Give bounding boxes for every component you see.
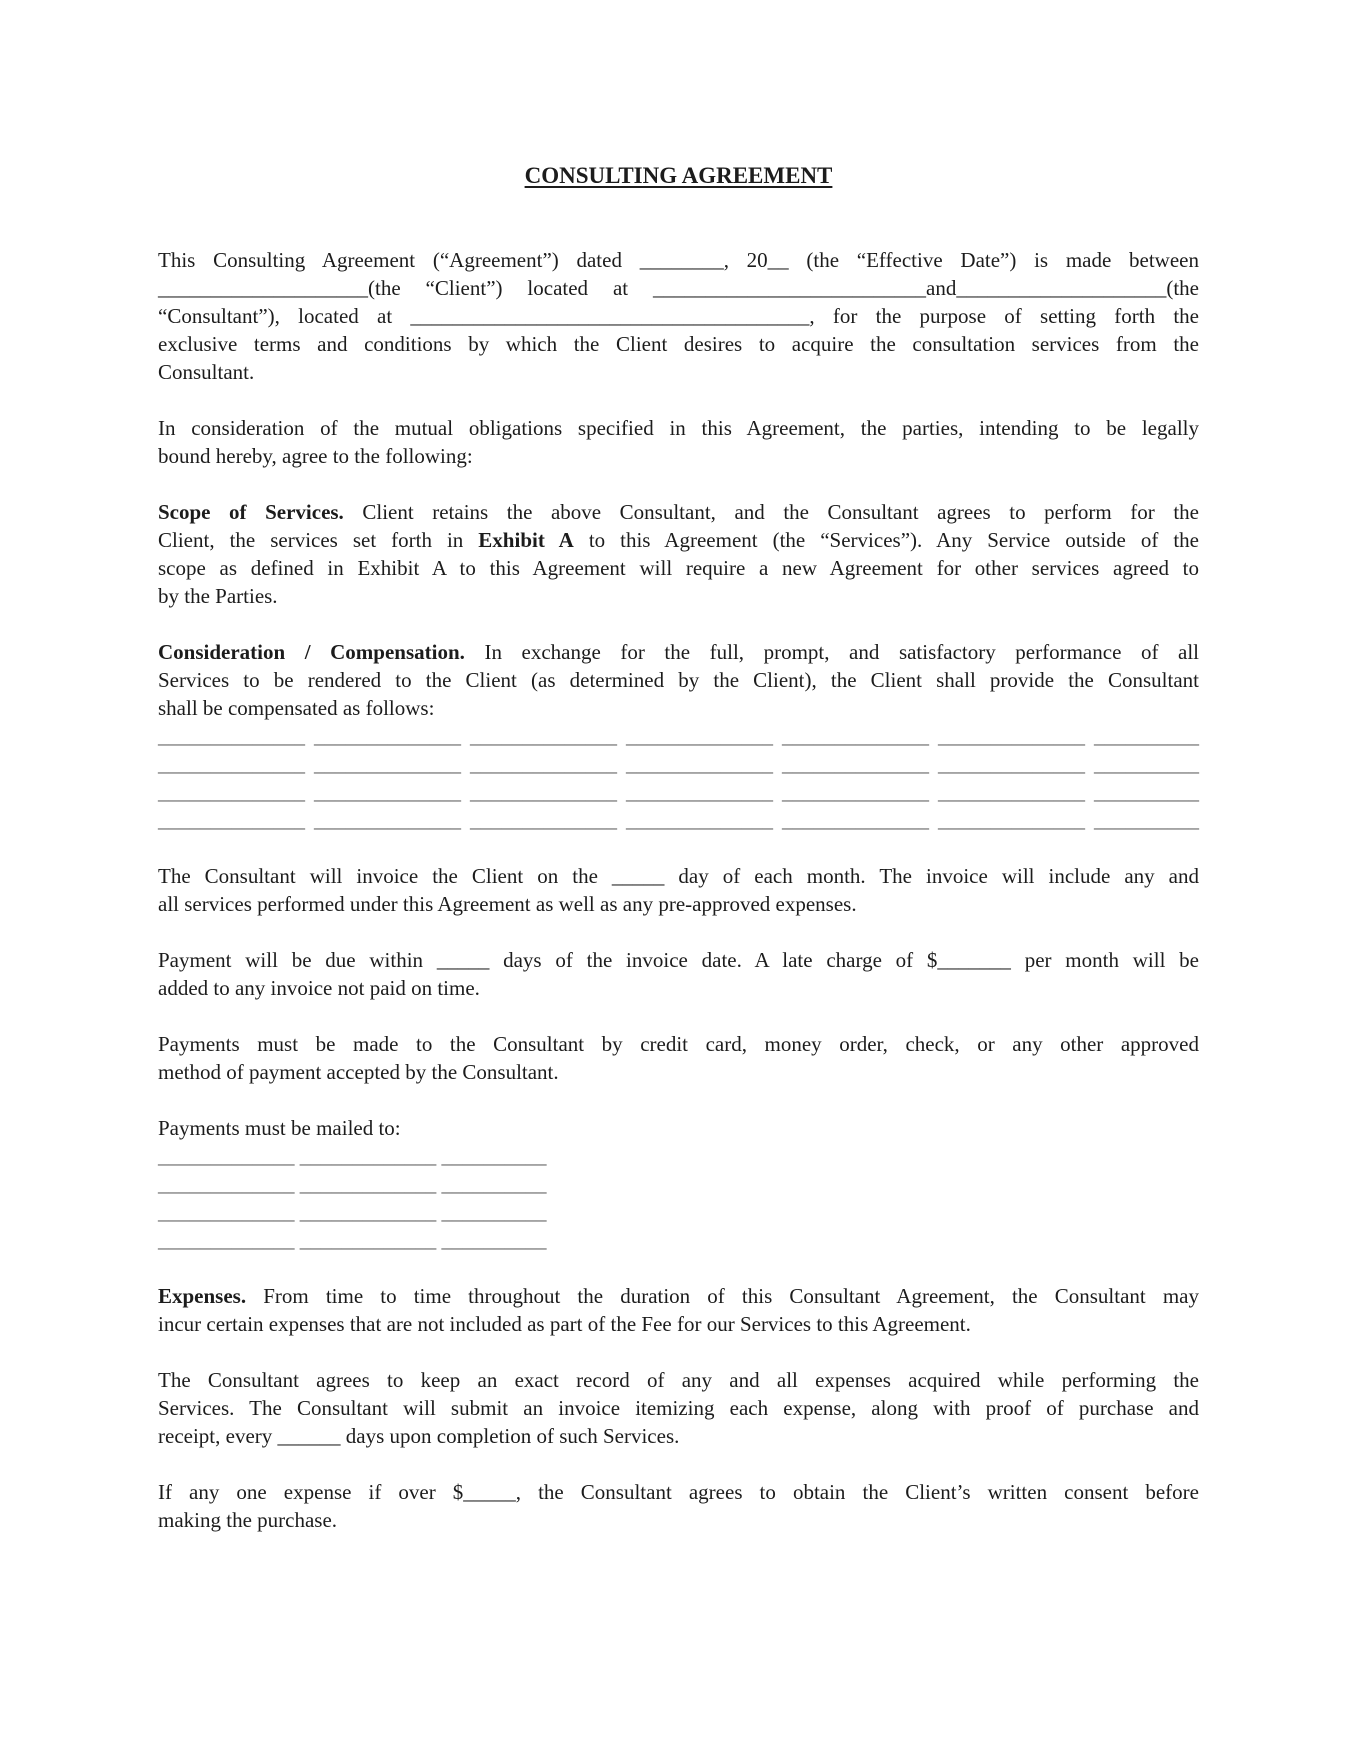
text-line xyxy=(158,890,1199,918)
text-line xyxy=(158,1114,1199,1142)
text-run: Client retains the above Consultant, and the Consultant agrees to perform for the xyxy=(343,500,1199,524)
paragraph-expenses xyxy=(158,1282,1199,1338)
text-run: by the Parties. xyxy=(158,584,278,608)
text-run: If any one expense if over $_____, the Consultant agrees to obtain the Client’s written consent before xyxy=(158,1480,1199,1504)
text-line xyxy=(158,974,1199,1002)
text-line xyxy=(158,666,1199,694)
text-line xyxy=(158,554,1199,582)
paragraph-invoice xyxy=(158,862,1199,918)
text-line xyxy=(158,1030,1199,1058)
text-run: Client, the services set forth in xyxy=(158,528,479,552)
blank-rule-line xyxy=(158,1226,1199,1254)
text-run: Services. The Consultant will submit an invoice itemizing each expense, along with proof of purchase and xyxy=(158,1396,1199,1420)
text-line xyxy=(158,862,1199,890)
fill-in-blank: ______________ ______________ ______________ ______________ ______________ ______________ __________ xyxy=(158,780,1199,804)
paragraph-scope-of-services xyxy=(158,498,1199,610)
text-line xyxy=(158,358,1199,386)
text-line xyxy=(158,1478,1199,1506)
text-line xyxy=(158,302,1199,330)
text-run: exclusive terms and conditions by which the Client desires to acquire the consultation services from the xyxy=(158,332,1199,356)
blank-rule-line xyxy=(158,750,1199,778)
text-line xyxy=(158,274,1199,302)
paragraph-compensation xyxy=(158,638,1199,722)
fill-in-blank: _____________ _____________ __________ xyxy=(158,1200,547,1224)
text-line xyxy=(158,498,1199,526)
text-line xyxy=(158,946,1199,974)
blank-rule-line xyxy=(158,1170,1199,1198)
text-run: added to any invoice not paid on time. xyxy=(158,976,480,1000)
text-run: incur certain expenses that are not included as part of the Fee for our Services to this Agreement. xyxy=(158,1312,971,1336)
blank-rule-line xyxy=(158,806,1199,834)
text-run: Payment will be due within _____ days of the invoice date. A late charge of $_______ per month will be xyxy=(158,948,1199,972)
text-run: method of payment accepted by the Consultant. xyxy=(158,1060,559,1084)
document-title: CONSULTING AGREEMENT xyxy=(524,163,833,188)
blank-rule-line xyxy=(158,1142,1199,1170)
text-line xyxy=(158,442,1199,470)
text-line xyxy=(158,582,1199,610)
text-line xyxy=(158,1506,1199,1534)
text-run: bound hereby, agree to the following: xyxy=(158,444,473,468)
text-line xyxy=(158,1394,1199,1422)
fill-in-blank: ______________ ______________ ______________ ______________ ______________ ______________ __________ xyxy=(158,752,1199,776)
text-run: to this Agreement (the “Services”). Any Service outside of the xyxy=(573,528,1199,552)
text-run: Services to be rendered to the Client (as determined by the Client), the Client shall provide the Consultant xyxy=(158,668,1199,692)
text-line xyxy=(158,1058,1199,1086)
text-run: shall be compensated as follows: xyxy=(158,696,435,720)
text-line xyxy=(158,1422,1199,1450)
text-line xyxy=(158,414,1199,442)
text-run: making the purchase. xyxy=(158,1508,338,1532)
blank-rule-line xyxy=(158,1198,1199,1226)
fill-in-blank: _____________ _____________ __________ xyxy=(158,1144,547,1168)
text-run: Consideration / Compensation. xyxy=(158,640,465,664)
text-run: The Consultant agrees to keep an exact record of any and all expenses acquired while performing the xyxy=(158,1368,1199,1392)
mailing-address-blank-lines xyxy=(158,1142,1199,1254)
text-run: Payments must be made to the Consultant by credit card, money order, check, or any other approved xyxy=(158,1032,1199,1056)
paragraph-payment-method xyxy=(158,1030,1199,1086)
text-run: all services performed under this Agreement as well as any pre-approved expenses. xyxy=(158,892,857,916)
paragraph-expense-records xyxy=(158,1366,1199,1450)
paragraph-intro xyxy=(158,246,1199,386)
fill-in-blank: ______________ ______________ ______________ ______________ ______________ ______________ __________ xyxy=(158,724,1199,748)
fill-in-blank: _____________ _____________ __________ xyxy=(158,1172,547,1196)
text-run: receipt, every ______ days upon completion of such Services. xyxy=(158,1424,680,1448)
paragraph-expense-approval xyxy=(158,1478,1199,1534)
text-run: scope as defined in Exhibit A to this Agreement will require a new Agreement for other services agreed to xyxy=(158,556,1199,580)
text-run: “Consultant”), located at ______________________________________, for the purpose of setting forth the xyxy=(158,304,1199,328)
text-run: Consultant. xyxy=(158,360,255,384)
paragraph-mutual-obligations xyxy=(158,414,1199,470)
blank-rule-line xyxy=(158,778,1199,806)
text-run: ____________________(the “Client”) located at __________________________and____________________(the xyxy=(158,276,1199,300)
text-run: This Consulting Agreement (“Agreement”) dated ________, 20__ (the “Effective Date”) is made between xyxy=(158,248,1199,272)
text-run: Expenses. xyxy=(158,1284,247,1308)
text-line xyxy=(158,694,1199,722)
text-run: In exchange for the full, prompt, and satisfactory performance of all xyxy=(464,640,1199,664)
fill-in-blank: ______________ ______________ ______________ ______________ ______________ ______________ __________ xyxy=(158,808,1199,832)
fill-in-blank: _____________ _____________ __________ xyxy=(158,1228,547,1252)
text-run: Scope of Services. xyxy=(158,500,344,524)
text-run: The Consultant will invoice the Client on the _____ day of each month. The invoice will include any and xyxy=(158,864,1199,888)
text-run: In consideration of the mutual obligations specified in this Agreement, the parties, intending to be legally xyxy=(158,416,1199,440)
text-line xyxy=(158,330,1199,358)
paragraph-payments-mailed-to xyxy=(158,1114,1199,1142)
text-line xyxy=(158,1310,1199,1338)
text-line xyxy=(158,1366,1199,1394)
paragraph-payment-terms xyxy=(158,946,1199,1002)
text-run: Payments must be mailed to: xyxy=(158,1116,401,1140)
text-run: Exhibit A xyxy=(478,528,574,552)
text-line xyxy=(158,1282,1199,1310)
text-line xyxy=(158,246,1199,274)
text-line xyxy=(158,638,1199,666)
blank-rule-line xyxy=(158,722,1199,750)
compensation-blank-lines xyxy=(158,722,1199,834)
text-line xyxy=(158,526,1199,554)
text-run: From time to time throughout the duration of this Consultant Agreement, the Consultant may xyxy=(246,1284,1199,1308)
